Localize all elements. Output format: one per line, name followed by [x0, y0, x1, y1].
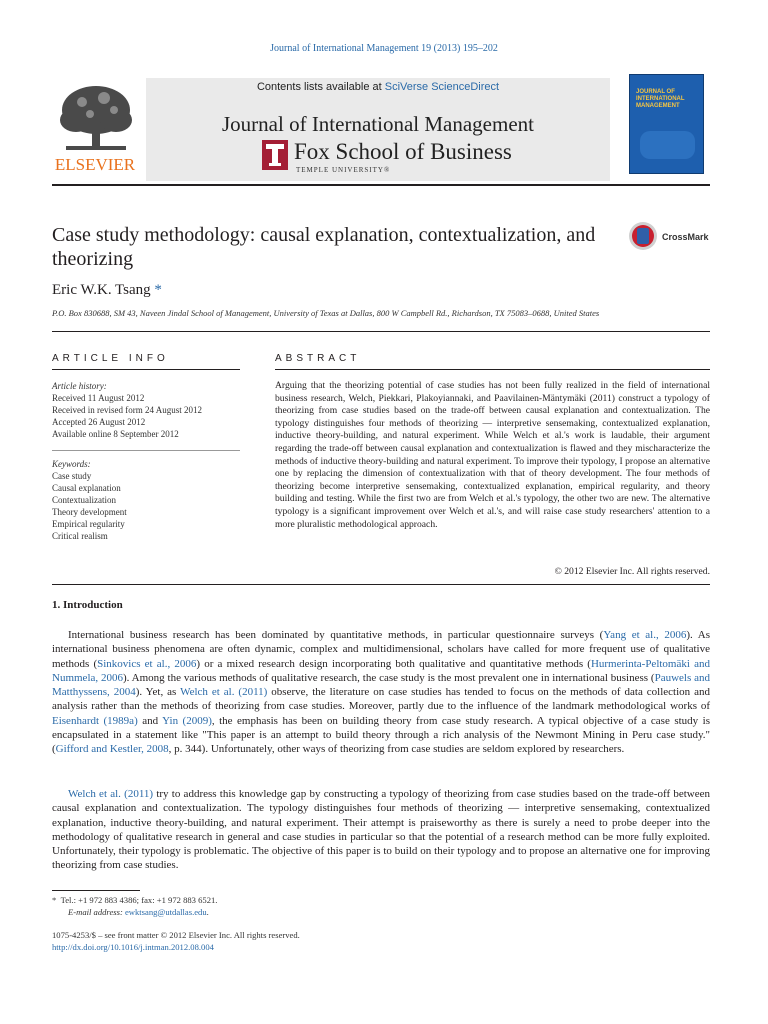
fox-school-name: Fox School of Business [294, 139, 512, 164]
footnote-rule [52, 890, 140, 891]
keyword-item: Theory development [52, 507, 127, 517]
history-item: Accepted 26 August 2012 [52, 417, 146, 427]
paragraph-text: ). Among the various methods of qualitative research, the case study is the most prevalent one in international business ( [123, 671, 655, 684]
paragraph-text: observe, the literature on case studies has tended to focus on the methods of data collection and analysis rather than the methods of theorizing from case studies. Moreover, partly due to the influence of the landmark methodological works of [52, 686, 710, 713]
paragraph-text: ) or a mixed research design incorporating both qualitative and quantitative methods ( [196, 657, 591, 670]
citation-link[interactable]: Gifford and Kestler, 2008 [55, 743, 169, 756]
history-label: Article history: [52, 381, 107, 391]
paragraph-text: and [137, 714, 163, 727]
journal-cover-thumbnail[interactable] [629, 74, 704, 174]
article-info-heading: ARTICLE INFO [52, 353, 169, 364]
citation-link[interactable]: Sinkovics et al., 2006 [97, 657, 197, 670]
abstract-text: Arguing that the theorizing potential of case studies has not been fully realized in the field of international business research, Welch, Piekkari, Plakoyiannaki, and Paavilainen-Mäntymäki (2011) construct a typology of theorizing from case studies based on the trade-off between causal explanation and contextualization. The typology distinguishes four methods of theorizing — interpretive sensemaking, contextualized explanation, inductive theory-building, and natural experiment. While Welch et al.'s work is laudable, their argument regarding the trade-off between causal explanation and contextualization is flawed and they mischaracterize the methods of inductive theory-building and natural experiment. To improve their typology, I propose an alternative one by replacing the dimension of contextualization with that of theory development. The four methods of theorizing become interpretive sensemaking, contextualized explanation, empirical regularity, and theory building and testing. While the first two are from Welch et al.'s typology, the other two are new. The alternative typology is a significant improvement over Welch et al.'s, and will raise case study researchers' attention to a more pluralistic methodological approach. [275, 380, 710, 530]
elsevier-tree-logo [52, 80, 138, 176]
front-matter [52, 929, 300, 953]
article-title: Case study methodology: causal explanation, contextualization, and theorizing [52, 224, 596, 270]
paragraph-text: ). As international business phenomena are often dynamic, complex and multidimensional, scholars have called for more frequent use of qualitative methods ( [52, 629, 711, 670]
keyword-item: Causal explanation [52, 483, 121, 493]
paragraph-text: try to address this knowledge gap by constructing a typology of theorizing from case studies based on the trade-off between causal explanation and contextualization. The typology distinguishes four methods of theorizing — interpretive sensemaking, contextualized explanation, inductive theory-building, and natural experiment. Their attempt is praiseworthy as there is surely a need to probe deeper into the methodology of qualitative research in general and case studies in particular so that the potential of a research method can be more fully exploited. Unfortunately, their typology is problematic. The objective of this paper is to build on their typology and to propose an alternative one for improving theorizing from case studies. [52, 788, 710, 872]
body-paragraph-2 [52, 787, 710, 873]
abstract-end-rule [52, 584, 710, 585]
temple-university-label: TEMPLE UNIVERSITY® [296, 166, 391, 174]
footnote [52, 894, 217, 918]
paragraph-text: ). Yet, as [135, 686, 181, 699]
doi-link[interactable]: http://dx.doi.org/10.1016/j.intman.2012.08.004 [52, 942, 214, 952]
citation-link[interactable]: Hurmerinta-Peltomäki and Nummela, 2006 [52, 657, 710, 684]
article-info-rule [52, 369, 240, 370]
keywords-block [52, 458, 240, 542]
history-divider [52, 450, 240, 451]
journal-title: Journal of International Management [222, 112, 534, 136]
footnote-email-line: E-mail address: ewktsang@utdallas.edu. [68, 907, 209, 917]
citation-link[interactable]: Eisenhardt (1989a) [52, 714, 138, 727]
footnote-contact [52, 894, 217, 906]
citation-link[interactable]: Yin (2009) [162, 714, 212, 727]
author-name: Eric W.K. Tsang [52, 282, 151, 298]
contents-prefix: Contents lists available at [256, 81, 385, 93]
cover-world-map [640, 131, 695, 159]
keyword-item: Case study [52, 471, 92, 481]
author-affiliation: P.O. Box 830688, SM 43, Naveen Jindal School of Management, University of Texas at Dallas, 800 W Campbell Rd., Richardson, TX 75083–0688, United States [52, 308, 600, 318]
footnote-mark: * [52, 895, 57, 905]
history-item: Received in revised form 24 August 2012 [52, 405, 202, 415]
footnote-tel: Tel.: +1 972 883 4386; fax: +1 972 883 6521. [60, 895, 218, 905]
history-item: Available online 8 September 2012 [52, 429, 179, 439]
article-history [52, 380, 240, 440]
author-line [52, 282, 162, 299]
paragraph-text: , p. 344). Unfortunately, other ways of theorizing from case studies are seldom explored by researchers. [168, 743, 625, 756]
section-heading-introduction: 1. Introduction [52, 599, 123, 611]
contents-line [146, 81, 610, 93]
keyword-item: Critical realism [52, 531, 108, 541]
citation-link[interactable]: Welch et al. (2011) [68, 788, 154, 800]
abstract-rule [275, 369, 710, 370]
citation-link[interactable]: Welch et al. (2011) [180, 686, 268, 699]
cover-title: JOURNAL OF INTERNATIONAL MANAGEMENT [636, 89, 685, 109]
front-matter-line: 1075-4253/$ – see front matter © 2012 Elsevier Inc. All rights reserved. [52, 930, 300, 940]
keywords-label: Keywords: [52, 459, 91, 469]
citation-link[interactable]: Pauwels and Matthyssens, 2004 [52, 671, 710, 699]
history-item: Received 11 August 2012 [52, 393, 145, 403]
crossmark-label: CrossMark [662, 232, 709, 242]
abstract-heading: ABSTRACT [275, 353, 361, 364]
corresponding-author-mark[interactable]: * [154, 282, 162, 298]
paragraph-text: International business research has been dominated by quantitative methods, in particular questionnaire surveys ( [68, 629, 604, 641]
email-link[interactable]: ewktsang@utdallas.edu [124, 907, 207, 917]
journal-reference-link[interactable]: Journal of International Management 19 (2013) 195–202 [270, 43, 498, 54]
email-label: E-mail address: [68, 907, 125, 917]
body-paragraph-1 [52, 628, 710, 757]
sciencedirect-link[interactable]: SciVerse ScienceDirect [384, 81, 500, 93]
citation-link[interactable]: Yang et al., 2006 [603, 629, 687, 641]
title-rule [52, 331, 710, 332]
keyword-item: Contextualization [52, 495, 116, 505]
header-rule [52, 184, 710, 186]
paragraph-text: , the emphasis has been on building theory from case study research. A typical objective of a case study is encapsulated in a statement like "This paper is an attempt to build theory through a rich analysis of the Newmont Mining in Peru case study." ( [52, 714, 710, 756]
abstract-copyright: © 2012 Elsevier Inc. All rights reserved. [554, 566, 710, 577]
temple-t-icon [262, 140, 288, 170]
keyword-item: Empirical regularity [52, 519, 125, 529]
elsevier-wordmark: ELSEVIER [54, 155, 136, 174]
